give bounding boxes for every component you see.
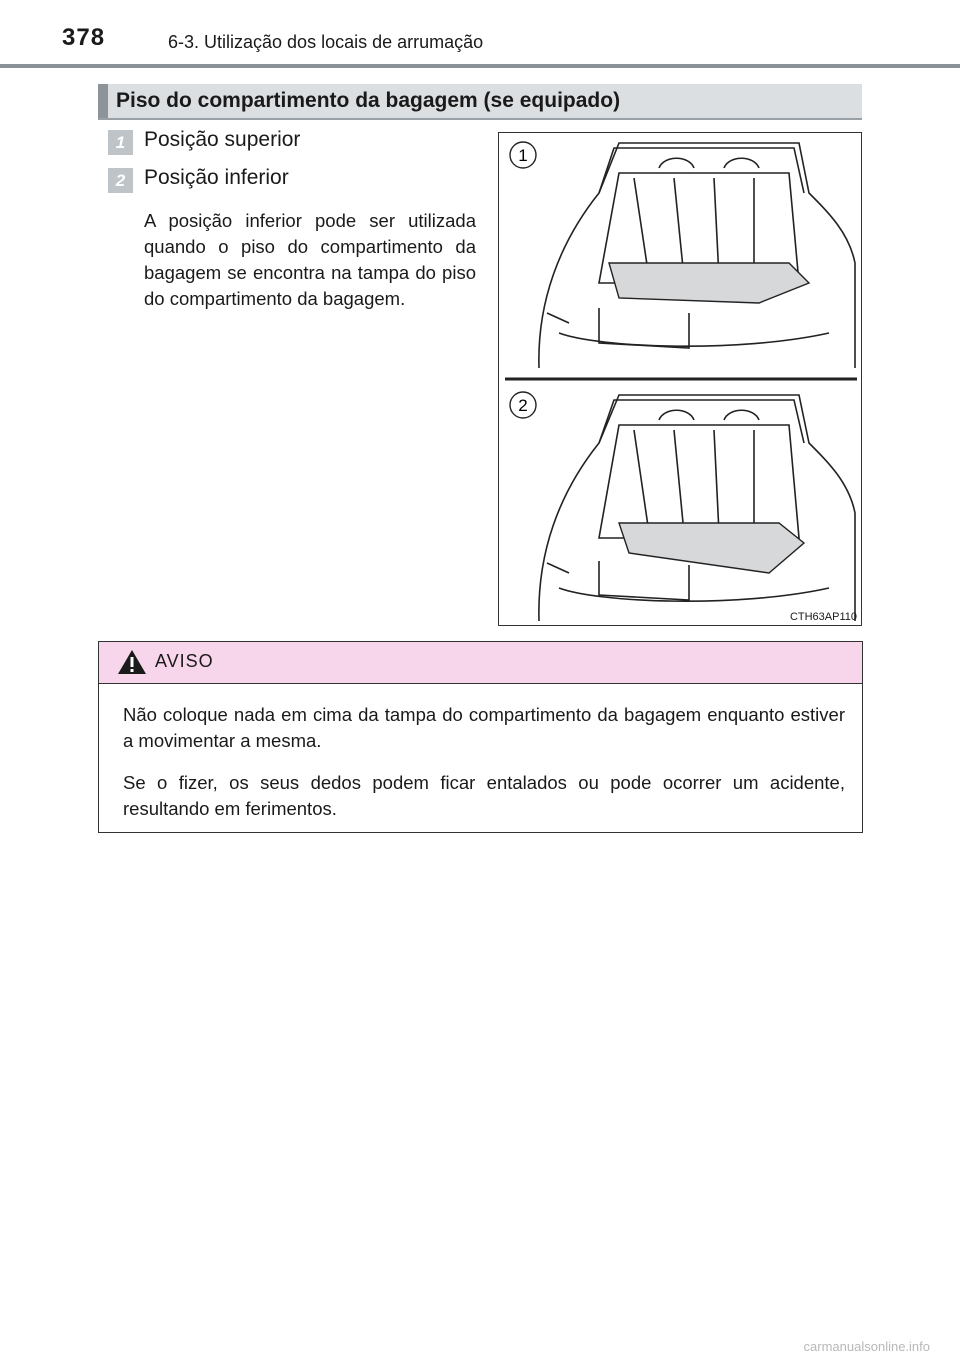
- figure-code: CTH63AP110: [789, 611, 857, 623]
- callout-1-label: 1: [518, 146, 528, 165]
- warning-body: [123, 702, 845, 838]
- callout-2-label: 2: [518, 396, 528, 415]
- warning-title: AVISO: [155, 651, 214, 671]
- watermark: carmanualsonline.info: [803, 1339, 930, 1354]
- page-number: 378: [62, 24, 106, 51]
- section-heading: [98, 84, 862, 120]
- warning-paragraph: Se o fizer, os seus dedos podem ficar entalados ou pode ocorrer um acidente, resultando em ferimentos.: [123, 772, 845, 819]
- section-title: Piso do compartimento da bagagem (se equipado): [116, 89, 621, 112]
- item-label: Posição inferior: [144, 166, 289, 189]
- section-accent: [98, 84, 108, 118]
- item-number-badge: 2: [108, 168, 133, 193]
- page-header: [0, 0, 960, 70]
- warning-box: [98, 641, 863, 833]
- car-trunk-drawing: [499, 133, 861, 625]
- lower-floor-board: [619, 523, 804, 573]
- warning-header: [99, 642, 862, 684]
- upper-floor-board: [609, 263, 809, 303]
- description-text: A posição inferior pode ser utilizada quando o piso do compartimento da bagagem se encontra na tampa do piso do compartimento da bagagem.: [144, 210, 476, 309]
- warning-triangle-icon: [117, 648, 147, 676]
- header-rule: [0, 64, 960, 68]
- warning-paragraph: Não coloque nada em cima da tampa do compartimento da bagagem enquanto estiver a movimentar a mesma.: [123, 704, 845, 751]
- luggage-floor-illustration: [498, 132, 862, 626]
- chapter-title: 6-3. Utilização dos locais de arrumação: [168, 32, 484, 52]
- item-label: Posição superior: [144, 128, 301, 151]
- item-number-badge: 1: [108, 130, 133, 155]
